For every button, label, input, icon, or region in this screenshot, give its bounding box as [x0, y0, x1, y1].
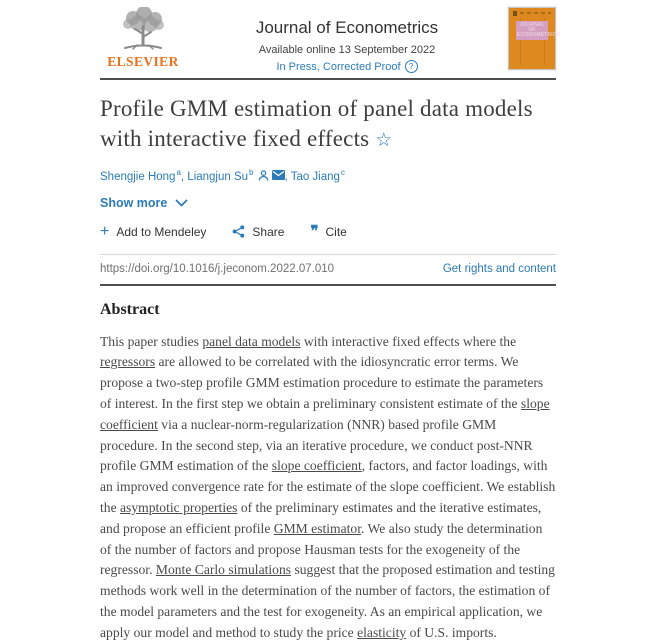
header-divider [100, 78, 556, 80]
author-affiliation-sup: a [176, 167, 181, 177]
doi-row [100, 255, 556, 284]
topic-link[interactable]: slope coefficient [100, 396, 550, 432]
in-press-label: In Press, Corrected Proof [276, 60, 401, 73]
abstract-text-span: of U.S. imports. [406, 624, 497, 640]
author-affiliation-sup: b [249, 167, 254, 177]
author-list [100, 168, 556, 183]
abstract-text-span: suggest that the proposed estimation and testing methods work well in the determination of the number of factors, the estimation of the model parameters and the test for exogeneity. As an empirical application, we apply our model and method to study the price [100, 562, 555, 640]
article-title [100, 94, 556, 154]
elsevier-tree-icon [111, 7, 175, 53]
article-page [100, 0, 561, 644]
add-to-mendeley-button[interactable] [100, 222, 207, 240]
show-more-label: Show more [100, 195, 168, 210]
topic-link[interactable]: Monte Carlo simulations [155, 562, 292, 578]
plus-icon: + [100, 222, 110, 240]
abstract-body [100, 332, 556, 644]
action-toolbar [100, 222, 556, 240]
share-label: Share [252, 224, 285, 239]
article-title-text: Profile GMM estimation of panel data models with interactive fixed effects [100, 96, 533, 151]
share-icon [232, 225, 245, 238]
author-separator: , [180, 170, 188, 183]
author-name: Tao Jiang [290, 170, 340, 183]
author-name: Shengjie Hong [100, 170, 176, 183]
cover-title-label [516, 21, 561, 40]
share-button[interactable] [232, 225, 284, 239]
author-link-3[interactable] [290, 167, 345, 183]
quote-icon: ❞ [310, 222, 319, 240]
topic-link[interactable]: slope coefficient [271, 458, 362, 474]
abstract-text-span: . We also study the determination of the number of factors and propose Hausman tests for the exogeneity of the regressor. [100, 520, 543, 578]
elsevier-wordmark: ELSEVIER [107, 54, 179, 69]
author-profile-icon[interactable] [258, 170, 269, 181]
topic-link[interactable]: GMM estimator [273, 520, 361, 536]
cite-label: Cite [325, 224, 347, 239]
show-more-button[interactable] [100, 196, 188, 210]
elsevier-logo[interactable] [100, 7, 186, 70]
topic-link[interactable]: panel data models [202, 333, 301, 349]
abstract-heading: Abstract [100, 300, 160, 318]
journal-title-link[interactable]: Journal of Econometrics [255, 18, 439, 37]
add-to-mendeley-label: Add to Mendeley [116, 224, 207, 239]
help-question-icon[interactable]: ? [405, 60, 418, 73]
topic-link[interactable]: asymptotic properties [120, 499, 238, 515]
abstract-text-span: This paper studies [100, 333, 203, 349]
author-link-2[interactable] [187, 167, 254, 183]
divider [100, 284, 556, 286]
journal-cover-thumbnail[interactable] [508, 7, 561, 70]
doi-link[interactable]: https://doi.org/10.1016/j.jeconom.2022.07.010 [100, 262, 335, 275]
abstract-text-span: via a nuclear-norm-regularization (NNR) based profile GMM procedure. In the second step, via an iterative procedure, we conduct post-NNR profile GMM estimation of the [100, 416, 533, 474]
journal-info [186, 7, 508, 75]
author-link-1[interactable] [100, 167, 181, 183]
cover-top-text [513, 12, 551, 14]
available-online-date: Available online 13 September 2022 [258, 44, 436, 56]
author-affiliation-sup: c [340, 167, 345, 177]
get-rights-link[interactable]: Get rights and content [442, 262, 556, 275]
author-separator: , [284, 170, 291, 183]
special-issue-star-icon[interactable]: ☆ [375, 129, 393, 151]
cite-button[interactable] [310, 222, 347, 240]
abstract-text-span: , factors, and factor loadings, with an improved convergence rate for the estimate of the slope coefficient. We establish the [100, 458, 556, 515]
abstract-text-span: are allowed to be correlated with the idiosyncratic error terms. We propose a two-step profile GMM estimation procedure to estimate the parameters of interest. In the first step we obtain a preliminary consistent estimate of the [100, 354, 544, 411]
corresponding-author-email-icon[interactable] [272, 170, 285, 180]
journal-banner [100, 0, 561, 78]
chevron-down-icon [175, 199, 188, 207]
topic-link[interactable]: regressors [100, 354, 156, 370]
cover-title-line2: ECONOMETRICS [517, 32, 561, 38]
cover-title-line1: JOURNAL OF [519, 22, 545, 33]
abstract-text-span: of the preliminary estimates and the iterative estimates, and propose an efficient profile [100, 499, 542, 536]
author-name: Liangjun Su [187, 170, 249, 183]
abstract-text-span: with interactive fixed effects where the [300, 333, 517, 349]
in-press-status-link[interactable] [276, 60, 417, 73]
topic-link[interactable]: elasticity [357, 624, 407, 640]
